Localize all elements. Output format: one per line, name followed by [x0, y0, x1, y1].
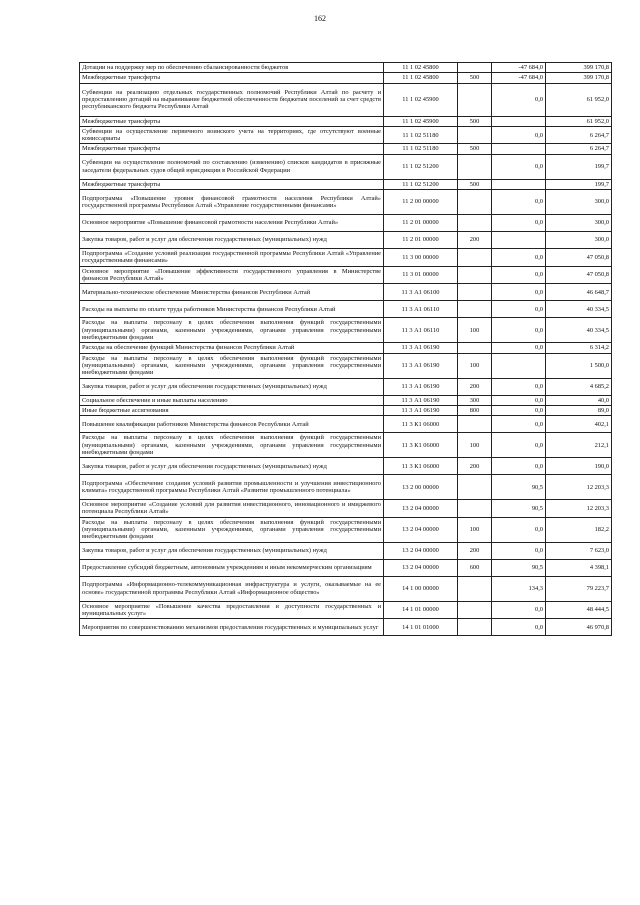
table-row	[80, 83, 612, 116]
row-code: 14 1 00 00000	[384, 576, 458, 601]
table-row	[80, 284, 612, 301]
row-name: Закупка товаров, работ и услуг для обеспечения государственных (муниципальных) нужд	[80, 542, 384, 559]
row-total-amount: 399 170,8	[546, 73, 612, 83]
row-name: Мероприятия по совершенствованию механизмов предоставления государственных и муниципальных услуг	[80, 619, 384, 636]
table-row	[80, 378, 612, 395]
row-expense-type: 300	[458, 395, 492, 405]
row-expense-type: 100	[458, 353, 492, 378]
row-expense-type: 200	[458, 232, 492, 249]
row-change-amount: 0,0	[492, 343, 546, 353]
row-total-amount: 61 952,0	[546, 83, 612, 116]
row-total-amount: 199,7	[546, 154, 612, 179]
row-change-amount: 0,0	[492, 601, 546, 619]
row-total-amount: 199,7	[546, 179, 612, 189]
row-change-amount	[492, 144, 546, 154]
row-expense-type	[458, 619, 492, 636]
row-expense-type: 100	[458, 318, 492, 343]
row-total-amount: 79 223,7	[546, 576, 612, 601]
row-total-amount: 300,0	[546, 232, 612, 249]
row-total-amount: 12 203,3	[546, 475, 612, 500]
row-name: Расходы на выплаты персоналу в целях обеспечения выполнения функций государственными (муниципальными) органами, казенными учреждениями, органами управления государственными внебюджетными фондами	[80, 433, 384, 458]
row-name: Социальное обеспечение и иные выплаты населению	[80, 395, 384, 405]
row-expense-type	[458, 249, 492, 267]
row-name: Подпрограмма «Обеспечение создания условий развития промышленности и улучшения инвестиционного климата» государственной программы Республики Алтай «Развитие промышленного потенциала»	[80, 475, 384, 500]
row-total-amount: 190,0	[546, 458, 612, 475]
row-name: Предоставление субсидий бюджетным, автономным учреждениям и иным некоммерческим организациям	[80, 559, 384, 576]
row-change-amount: 90,5	[492, 559, 546, 576]
row-change-amount	[492, 232, 546, 249]
row-total-amount: 47 050,8	[546, 266, 612, 284]
row-expense-type	[458, 284, 492, 301]
table-row	[80, 405, 612, 415]
row-expense-type: 200	[458, 542, 492, 559]
row-change-amount: 0,0	[492, 416, 546, 433]
row-name: Закупка товаров, работ и услуг для обеспечения государственных (муниципальных) нужд	[80, 378, 384, 395]
row-name: Основное мероприятие «Повышение качества предоставления и доступности государственных и муниципальных услуг»	[80, 601, 384, 619]
row-expense-type	[458, 83, 492, 116]
row-total-amount: 300,0	[546, 190, 612, 215]
table-row	[80, 395, 612, 405]
table-row	[80, 619, 612, 636]
row-change-amount: 0,0	[492, 266, 546, 284]
row-name: Расходы на выплаты персоналу в целях обеспечения выполнения функций государственными (муниципальными) органами, казенными учреждениями, органами управления государственными внебюджетными фондами	[80, 353, 384, 378]
row-code: 11 3 А1 06190	[384, 395, 458, 405]
table-row	[80, 353, 612, 378]
row-code: 11 3 К1 06000	[384, 433, 458, 458]
row-change-amount: 0,0	[492, 190, 546, 215]
row-code: 11 1 02 45800	[384, 63, 458, 73]
row-expense-type	[458, 190, 492, 215]
row-code: 11 3 А1 06110	[384, 318, 458, 343]
row-total-amount: 6 314,2	[546, 343, 612, 353]
row-code: 11 1 02 51180	[384, 126, 458, 144]
row-total-amount: 4 685,2	[546, 378, 612, 395]
row-name: Материально-техническое обеспечение Министерства финансов Республики Алтай	[80, 284, 384, 301]
table-row	[80, 154, 612, 179]
row-expense-type	[458, 215, 492, 232]
row-code: 11 3 00 00000	[384, 249, 458, 267]
row-expense-type	[458, 154, 492, 179]
row-expense-type: 200	[458, 378, 492, 395]
table-row	[80, 343, 612, 353]
row-total-amount: 12 203,3	[546, 500, 612, 518]
row-expense-type	[458, 601, 492, 619]
table-row	[80, 63, 612, 73]
table-row	[80, 559, 612, 576]
row-name: Основное мероприятие «Повышение эффективности государственного управления в Министерстве финансов Республики Алтай»	[80, 266, 384, 284]
row-total-amount: 402,1	[546, 416, 612, 433]
row-code: 14 1 01 00000	[384, 601, 458, 619]
table-row	[80, 517, 612, 542]
table-row	[80, 190, 612, 215]
row-code: 11 2 01 00000	[384, 215, 458, 232]
row-expense-type	[458, 416, 492, 433]
row-name: Расходы на выплаты персоналу в целях обеспечения выполнения функций государственными (муниципальными) органами, казенными учреждениями, органами управления государственными внебюджетными фондами	[80, 318, 384, 343]
row-total-amount: 48 444,5	[546, 601, 612, 619]
budget-table	[79, 62, 612, 636]
row-expense-type	[458, 63, 492, 73]
row-code: 11 1 02 51200	[384, 179, 458, 189]
row-expense-type	[458, 343, 492, 353]
row-code: 11 3 А1 06110	[384, 301, 458, 318]
row-code: 13 2 04 00000	[384, 542, 458, 559]
table-row	[80, 73, 612, 83]
row-change-amount	[492, 179, 546, 189]
row-name: Межбюджетные трансферты	[80, 144, 384, 154]
row-name: Расходы на выплаты персоналу в целях обеспечения выполнения функций государственными (муниципальными) органами, казенными учреждениями, органами управления государственными внебюджетными фондами	[80, 517, 384, 542]
row-name: Закупка товаров, работ и услуг для обеспечения государственных (муниципальных) нужд	[80, 232, 384, 249]
row-name: Иные бюджетные ассигнования	[80, 405, 384, 415]
row-change-amount: -47 684,0	[492, 73, 546, 83]
row-change-amount: 0,0	[492, 619, 546, 636]
table-row	[80, 266, 612, 284]
table-row	[80, 433, 612, 458]
row-name: Повышение квалификации работников Министерства финансов Республики Алтай	[80, 416, 384, 433]
row-expense-type	[458, 266, 492, 284]
table-row	[80, 416, 612, 433]
row-change-amount: 90,5	[492, 475, 546, 500]
row-expense-type: 100	[458, 517, 492, 542]
row-code: 13 2 04 00000	[384, 517, 458, 542]
page-number: 162	[314, 14, 326, 23]
row-code: 11 3 А1 06190	[384, 343, 458, 353]
row-change-amount	[492, 353, 546, 378]
row-change-amount: 0,0	[492, 395, 546, 405]
row-name: Субвенции на осуществление первичного воинского учета на территориях, где отсутствуют военные комиссариаты	[80, 126, 384, 144]
row-expense-type: 600	[458, 559, 492, 576]
table-row	[80, 249, 612, 267]
row-expense-type: 500	[458, 116, 492, 126]
row-total-amount: 212,1	[546, 433, 612, 458]
row-change-amount: 0,0	[492, 215, 546, 232]
row-change-amount: 0,0	[492, 405, 546, 415]
row-total-amount: 7 623,0	[546, 542, 612, 559]
row-name: Межбюджетные трансферты	[80, 73, 384, 83]
row-code: 11 1 02 45800	[384, 73, 458, 83]
row-name: Подпрограмма «Создание условий реализации государственной программы Республики Алтай «Управление государственными финансами»	[80, 249, 384, 267]
row-name: Расходы на выплаты по оплате труда работников Министерства финансов Республики Алтай	[80, 301, 384, 318]
row-name: Подпрограмма «Информационно-телекоммуникационная инфраструктура и услуги, оказываемые на ее основе» государственной программы Республики Алтай «Информационное общество»	[80, 576, 384, 601]
table-row	[80, 475, 612, 500]
row-name: Основное мероприятие «Создание условий для развития инвестиционного, инновационного и имиджевого потенциала Республики Алтай»	[80, 500, 384, 518]
row-total-amount: 89,0	[546, 405, 612, 415]
row-name: Расходы на обеспечение функций Министерства финансов Республики Алтай	[80, 343, 384, 353]
row-code: 11 3 01 00000	[384, 266, 458, 284]
row-expense-type: 500	[458, 179, 492, 189]
row-total-amount: 399 170,8	[546, 63, 612, 73]
budget-table-body	[80, 63, 612, 636]
row-change-amount: 0,0	[492, 378, 546, 395]
row-change-amount: 90,5	[492, 500, 546, 518]
table-row	[80, 601, 612, 619]
row-code: 11 2 00 00000	[384, 190, 458, 215]
table-row	[80, 301, 612, 318]
table-row	[80, 116, 612, 126]
row-change-amount: 0,0	[492, 301, 546, 318]
row-code: 11 1 02 45900	[384, 83, 458, 116]
row-code: 14 1 01 01000	[384, 619, 458, 636]
table-row	[80, 500, 612, 518]
row-total-amount: 6 264,7	[546, 144, 612, 154]
row-expense-type: 500	[458, 144, 492, 154]
row-expense-type: 200	[458, 458, 492, 475]
row-code: 11 1 02 45900	[384, 116, 458, 126]
row-expense-type	[458, 576, 492, 601]
row-name: Субвенции на реализацию отдельных государственных полномочий Республики Алтай по расчету и предоставлению дотаций на выравнивание бюджетной обеспеченности бюджетам поселений за счет средств республиканского бюджета Республики Алтай	[80, 83, 384, 116]
row-code: 13 2 04 00000	[384, 559, 458, 576]
row-total-amount: 182,2	[546, 517, 612, 542]
row-code: 11 3 А1 06100	[384, 284, 458, 301]
row-code: 11 2 01 00000	[384, 232, 458, 249]
row-change-amount: 0,0	[492, 318, 546, 343]
table-row	[80, 318, 612, 343]
row-code: 11 1 02 51200	[384, 154, 458, 179]
row-name: Закупка товаров, работ и услуг для обеспечения государственных (муниципальных) нужд	[80, 458, 384, 475]
row-total-amount: 4 398,1	[546, 559, 612, 576]
row-name: Основное мероприятие «Повышение финансовой грамотности населения Республики Алтай»	[80, 215, 384, 232]
row-total-amount: 61 952,0	[546, 116, 612, 126]
row-change-amount: 0,0	[492, 126, 546, 144]
row-change-amount: 0,0	[492, 433, 546, 458]
row-code: 11 1 02 51180	[384, 144, 458, 154]
row-name: Межбюджетные трансферты	[80, 179, 384, 189]
row-change-amount: 0,0	[492, 154, 546, 179]
row-name: Субвенции на осуществление полномочий по составлению (изменению) списков кандидатов в присяжные заседатели федеральных судов общей юрисдикции в Российской Федерации	[80, 154, 384, 179]
row-expense-type: 100	[458, 433, 492, 458]
row-expense-type	[458, 500, 492, 518]
row-name: Подпрограмма «Повышение уровня финансовой грамотности населения Республики Алтай» государственной программы Республики Алтай «Управление государственными финансами»	[80, 190, 384, 215]
row-total-amount: 47 050,8	[546, 249, 612, 267]
row-change-amount	[492, 116, 546, 126]
table-row	[80, 576, 612, 601]
table-row	[80, 126, 612, 144]
row-code: 13 2 04 00000	[384, 500, 458, 518]
row-change-amount: 0,0	[492, 284, 546, 301]
row-expense-type	[458, 126, 492, 144]
row-total-amount: 46 648,7	[546, 284, 612, 301]
row-change-amount: 0,0	[492, 83, 546, 116]
row-expense-type: 500	[458, 73, 492, 83]
row-expense-type	[458, 475, 492, 500]
row-change-amount: 134,3	[492, 576, 546, 601]
table-row	[80, 215, 612, 232]
row-name: Дотации на поддержку мер по обеспечению сбалансированности бюджетов	[80, 63, 384, 73]
table-row	[80, 542, 612, 559]
row-change-amount: 0,0	[492, 249, 546, 267]
row-expense-type	[458, 301, 492, 318]
row-total-amount: 40 334,5	[546, 301, 612, 318]
row-total-amount: 6 264,7	[546, 126, 612, 144]
row-total-amount: 46 970,8	[546, 619, 612, 636]
row-name: Межбюджетные трансферты	[80, 116, 384, 126]
row-total-amount: 1 500,0	[546, 353, 612, 378]
row-total-amount: 300,0	[546, 215, 612, 232]
row-change-amount: 0,0	[492, 458, 546, 475]
table-row	[80, 232, 612, 249]
table-row	[80, 144, 612, 154]
row-change-amount: -47 684,0	[492, 63, 546, 73]
row-code: 11 3 К1 06000	[384, 416, 458, 433]
row-code: 11 3 А1 06190	[384, 405, 458, 415]
row-code: 11 3 А1 06190	[384, 378, 458, 395]
table-row	[80, 179, 612, 189]
row-total-amount: 40,0	[546, 395, 612, 405]
row-total-amount: 40 334,5	[546, 318, 612, 343]
row-code: 13 2 00 00000	[384, 475, 458, 500]
row-change-amount: 0,0	[492, 517, 546, 542]
row-change-amount: 0,0	[492, 542, 546, 559]
row-code: 11 3 А1 06190	[384, 353, 458, 378]
row-code: 11 3 К1 06000	[384, 458, 458, 475]
row-expense-type: 800	[458, 405, 492, 415]
table-row	[80, 458, 612, 475]
